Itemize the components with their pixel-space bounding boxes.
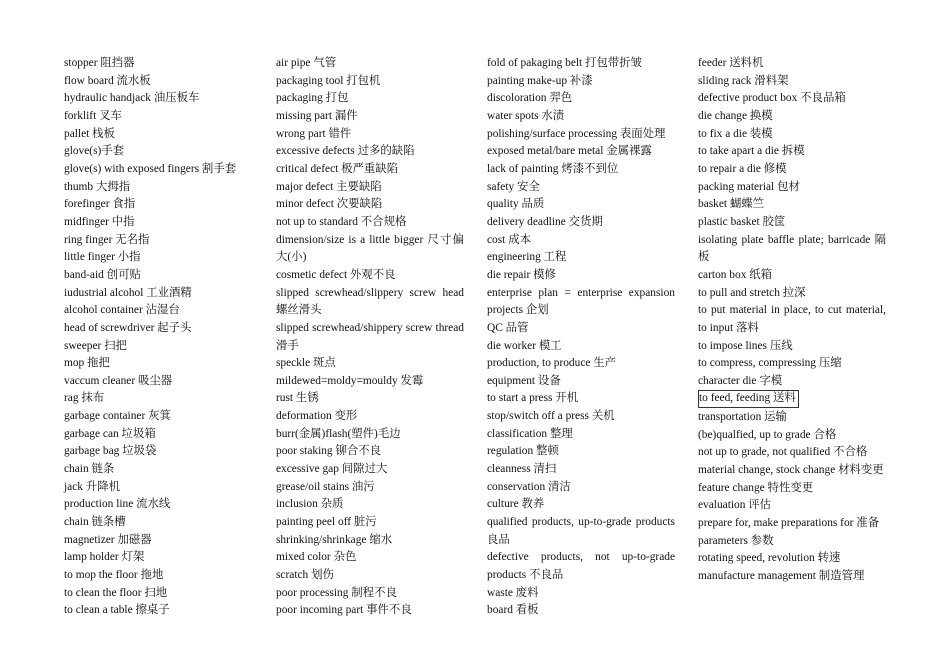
- glossary-entry: feature change 特性变更: [698, 481, 814, 494]
- glossary-entry: garbage bag 垃圾袋: [64, 445, 157, 458]
- glossary-entry: to repair a die 修模: [698, 162, 787, 175]
- glossary-entry: carton box 纸箱: [698, 268, 773, 281]
- glossary-entry: magnetizer 加磁器: [64, 533, 152, 546]
- glossary-entry: burr(金属)flash(塑件)毛边: [276, 427, 401, 440]
- glossary-entry: die repair 模修: [487, 268, 556, 281]
- glossary-entry: to mop the floor 拖地: [64, 569, 164, 582]
- glossary-entry: poor staking 铆合不良: [276, 445, 382, 458]
- glossary-entry: culture 教养: [487, 498, 545, 511]
- glossary-entry: wrong part 错件: [276, 127, 352, 140]
- glossary-entry: waste 废料: [487, 586, 539, 599]
- glossary-entry: head of screwdriver 起子头: [64, 321, 192, 334]
- glossary-entry: packaging 打包: [276, 92, 349, 105]
- glossary-entry: rag 抹布: [64, 392, 105, 405]
- glossary-entry: sweeper 扫把: [64, 339, 127, 352]
- glossary-entry: plastic basket 胶筐: [698, 215, 786, 228]
- glossary-entry: major defect 主要缺陷: [276, 180, 382, 193]
- glossary-entry: production, to produce 生产: [487, 357, 617, 370]
- glossary-entry: iudustrial alcohol 工业酒精: [64, 286, 192, 299]
- glossary-entry: jack 升降机: [64, 480, 120, 493]
- glossary-entry: packing material 包材: [698, 180, 800, 193]
- glossary-entry-highlighted: to feed, feeding 送料: [698, 390, 799, 408]
- glossary-entry: regulation 整顿: [487, 445, 559, 458]
- glossary-entry: polishing/surface processing 表面处理: [487, 127, 666, 140]
- glossary-entry: die worker 模工: [487, 339, 562, 352]
- glossary-entry: ring finger 无名指: [64, 233, 150, 246]
- glossary-entry: mildewed=moldy=mouldy 发霉: [276, 374, 424, 387]
- glossary-entry: to clean the floor 扫地: [64, 586, 168, 599]
- glossary-entry: safety 安全: [487, 180, 540, 193]
- glossary-entry: scratch 划伤: [276, 569, 334, 582]
- glossary-entry: material change, stock change 材料变更: [698, 464, 884, 477]
- glossary-entry: inclusion 杂质: [276, 498, 344, 511]
- glossary-entry: transportation 运输: [698, 411, 787, 424]
- glossary-entry: forklift 叉车: [64, 109, 122, 122]
- glossary-entry: rust 生锈: [276, 392, 319, 405]
- glossary-entry: painting peel off 脏污: [276, 516, 377, 529]
- glossary-entry: to pull and stretch 拉深: [698, 286, 806, 299]
- glossary-entry: shrinking/shrinkage 缩水: [276, 533, 393, 546]
- glossary-entry: chain 链条槽: [64, 516, 126, 529]
- glossary-entry: engineering 工程: [487, 251, 567, 264]
- glossary-entry: not up to standard 不合规格: [276, 215, 407, 228]
- glossary-entry: poor processing 制程不良: [276, 586, 397, 599]
- glossary-entry: lamp holder 灯架: [64, 551, 145, 564]
- glossary-entry: water spots 水渍: [487, 109, 565, 122]
- glossary-entry: glove(s) with exposed fingers 割手套: [64, 162, 237, 175]
- glossary-entry: prepare for, make preparations for 准备: [698, 517, 880, 530]
- glossary-entry: excessive defects 过多的缺陷: [276, 145, 415, 158]
- glossary-entry: critical defect 极严重缺陷: [276, 162, 399, 175]
- glossary-entry: grease/oil stains 油污: [276, 480, 375, 493]
- glossary-entry: cosmetic defect 外观不良: [276, 268, 396, 281]
- glossary-entry: glove(s)手套: [64, 145, 125, 158]
- glossary-entry: die change 换模: [698, 109, 773, 122]
- glossary-entry: chain 链条: [64, 463, 115, 476]
- glossary-entry: quality 品质: [487, 198, 545, 211]
- glossary-entry: slipped screwhead/shippery screw thread 滑手: [276, 321, 464, 352]
- glossary-entry: enterprise plan = enterprise expansion projects 企划: [487, 286, 675, 317]
- glossary-entry: qualified products, up-to-grade products 良品: [487, 516, 675, 546]
- glossary-entry: rotating speed, revolution 转速: [698, 552, 841, 565]
- glossary-entry: manufacture management 制造管理: [698, 570, 865, 583]
- glossary-entry: excessive gap 间隙过大: [276, 463, 388, 476]
- glossary-entry: deformation 变形: [276, 410, 358, 423]
- glossary-entry: dimension/size is a little bigger 尺寸偏大(小): [276, 233, 464, 264]
- glossary-entry: classification 整理: [487, 427, 573, 440]
- glossary-entry: to start a press 开机: [487, 392, 579, 405]
- glossary-entry: QC 品管: [487, 321, 529, 334]
- glossary-entry: minor defect 次要缺陷: [276, 198, 383, 211]
- glossary-entry: mixed color 杂色: [276, 551, 357, 564]
- glossary-entry: missing part 漏件: [276, 109, 358, 122]
- glossary-entry: cost 成本: [487, 233, 531, 246]
- glossary-entry: stop/switch off a press 关机: [487, 410, 615, 423]
- glossary-entry: to fix a die 装模: [698, 127, 773, 140]
- glossary-entry: speckle 斑点: [276, 357, 336, 370]
- glossary-entry: isolating plate baffle plate; barricade 隔板: [698, 233, 886, 264]
- glossary-entry: delivery deadline 交货期: [487, 215, 603, 228]
- glossary-entry: exposed metal/bare metal 金属裸露: [487, 145, 652, 158]
- glossary-entry: equipment 设备: [487, 374, 561, 387]
- glossary-entry: production line 流水线: [64, 498, 171, 511]
- glossary-entry: to impose lines 压线: [698, 339, 793, 352]
- glossary-entry: slipped screwhead/slippery screw head 螺丝滑头: [276, 286, 464, 317]
- glossary-entry: poor incoming part 事件不良: [276, 604, 412, 617]
- glossary-column-1: [64, 55, 252, 620]
- glossary-entry: stopper 阻挡器: [64, 57, 135, 69]
- glossary-entry: mop 拖把: [64, 357, 110, 370]
- glossary-entry: pallet 栈板: [64, 127, 115, 140]
- glossary-column-3: [487, 55, 675, 620]
- glossary-entry: lack of painting 烤漆不到位: [487, 162, 619, 175]
- glossary-entry: garbage container 灰箕: [64, 410, 171, 423]
- glossary-entry: midfinger 中指: [64, 215, 135, 228]
- glossary-entry: painting make-up 补漆: [487, 74, 593, 87]
- glossary-column-2: [276, 55, 464, 620]
- glossary-entry: little finger 小指: [64, 251, 141, 264]
- glossary-entry: sliding rack 滑料架: [698, 74, 789, 87]
- glossary-entry: alcohol container 沾湿台: [64, 304, 180, 317]
- glossary-entry: thumb 大拇指: [64, 180, 131, 193]
- glossary-entry: defective products, not up-to-grade products 不良品: [487, 551, 675, 582]
- glossary-entry: to put material in place, to cut material, to input 落料: [698, 304, 886, 334]
- glossary-entry: band-aid 创可贴: [64, 268, 141, 281]
- glossary-entry: feeder 送料机: [698, 57, 764, 69]
- glossary-entry: vaccum cleaner 吸尘器: [64, 374, 173, 387]
- glossary-entry: defective product box 不良品箱: [698, 92, 846, 105]
- glossary-entry: to compress, compressing 压缩: [698, 357, 842, 370]
- glossary-column-4: [698, 55, 886, 586]
- glossary-entry: discoloration 羿色: [487, 92, 573, 105]
- glossary-entry: fold of pakaging belt 打包带折皱: [487, 57, 643, 69]
- glossary-entry: packaging tool 打包机: [276, 74, 381, 87]
- glossary-entry: hydraulic handjack 油压板车: [64, 92, 200, 105]
- glossary-entry: parameters 参数: [698, 534, 774, 547]
- glossary-entry: basket 蝴蝶竺: [698, 198, 765, 211]
- glossary-entry: conservation 清洁: [487, 480, 571, 493]
- glossary-entry: evaluation 评估: [698, 499, 772, 512]
- glossary-entry: flow board 流水板: [64, 74, 151, 87]
- glossary-entry: cleanness 清扫: [487, 463, 557, 476]
- glossary-entry: to take apart a die 拆模: [698, 145, 805, 158]
- glossary-entry: character die 字模: [698, 374, 783, 387]
- glossary-entry: (be)qualfied, up to grade 合格: [698, 428, 837, 441]
- glossary-entry: not up to grade, not qualified 不合格: [698, 446, 868, 459]
- glossary-entry: garbage can 垃圾箱: [64, 427, 156, 440]
- glossary-entry: air pipe 气管: [276, 57, 337, 69]
- glossary-entry: to clean a table 擦桌子: [64, 604, 170, 617]
- glossary-entry: board 看板: [487, 604, 539, 617]
- glossary-entry: forefinger 食指: [64, 198, 136, 211]
